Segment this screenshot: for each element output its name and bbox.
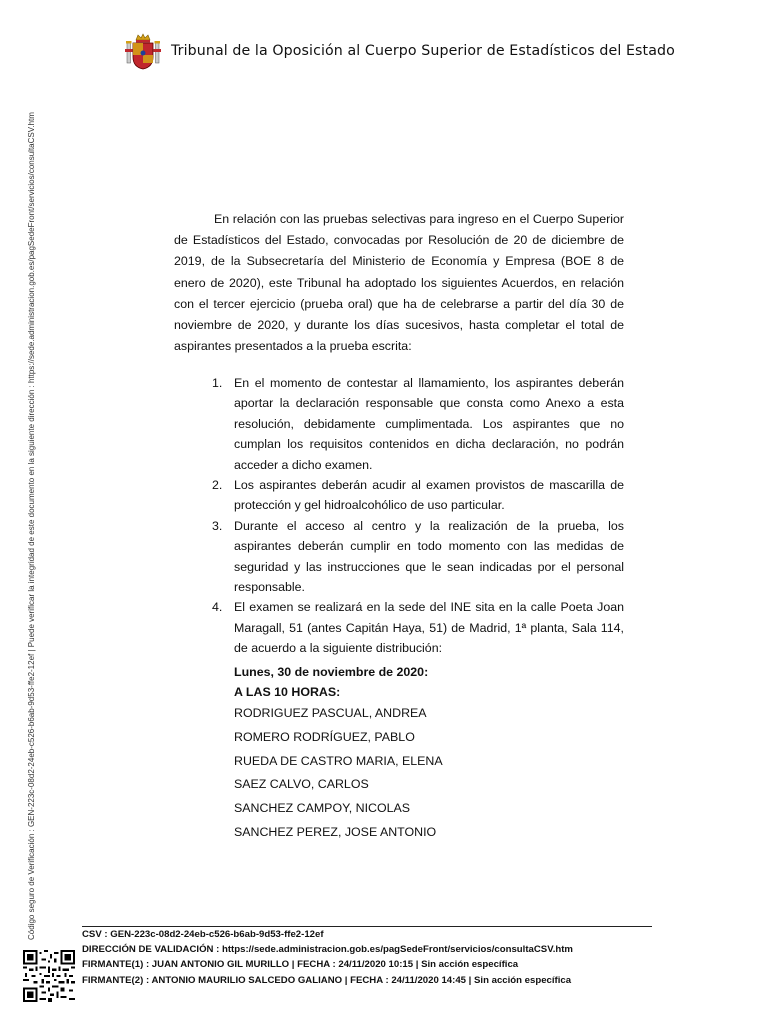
signature-footer: [82, 927, 573, 988]
signer-1: FIRMANTE(1) : JUAN ANTONIO GIL MURILLO | FECHA : 24/11/2020 10:15 | Sin acción específica: [82, 959, 519, 971]
exam-schedule: [234, 662, 443, 845]
candidate-name: ROMERO RODRÍGUEZ, PABLO: [234, 729, 415, 744]
list-item-text: Los aspirantes deberán acudir al examen provistos de mascarilla de protección y gel hidroalcohólico de uso particular.: [234, 478, 624, 513]
qr-code-icon: [23, 950, 75, 1002]
list-item-text: En el momento de contestar al llamamiento, los aspirantes deberán aportar la declaración responsable que consta como Anexo a esta resolución, debidamente cumplimentada. Los aspirantes que no cumplan los requisitos contenidos en dicha declaración, no podrán acceder a dicho examen.: [234, 376, 624, 472]
schedule-day: Lunes, 30 de noviembre de 2020:: [234, 665, 429, 679]
list-item: [212, 516, 624, 598]
validation-address: DIRECCIÓN DE VALIDACIÓN : https://sede.administracion.gob.es/pagSedeFront/servicios/consultaCSV.htm: [82, 944, 573, 956]
candidate-name: SAEZ CALVO, CARLOS: [234, 777, 369, 792]
page-title: Tribunal de la Oposición al Cuerpo Superior de Estadísticos del Estado: [171, 43, 675, 59]
spain-coat-of-arms-icon: [123, 31, 163, 71]
vertical-verification-note: Código seguro de Verificación : GEN-223c-08d2-24eb-c526-b6ab-9d53-ffe2-12ef | Puede verificar la integridad de este documento en la siguiente dirección : https://sede.administracion.gob.es/pagSedeFront/servicios/consultaCSV.htm: [27, 112, 36, 940]
list-item-number: 3.: [212, 518, 223, 533]
list-item-number: 4.: [212, 600, 223, 615]
agreements-list: [212, 373, 624, 659]
intro-paragraph: En relación con las pruebas selectivas para ingreso en el Cuerpo Superior de Estadísticos del Estado, convocadas por Resolución de 20 de diciembre de 2019, de la Subsecretaría del Ministerio de Economía y Empresa (BOE 8 de enero de 2020), este Tribunal ha adoptado los siguientes Acuerdos, en relación con el tercer ejercicio (prueba oral) que ha de celebrarse a partir del día 30 de noviembre de 2020, y durante los días sucesivos, hasta completar el total de aspirantes presentados a la prueba escrita:: [174, 212, 624, 354]
signer-2: FIRMANTE(2) : ANTONIO MAURILIO SALCEDO GALIANO | FECHA : 24/11/2020 14:45 | Sin acción específica: [82, 974, 572, 986]
list-item-text: El examen se realizará en la sede del INE sita en la calle Poeta Joan Maragall, 51 (antes Capitán Haya, 51) de Madrid, 1ª planta, Sala 114, de acuerdo a la siguiente distribución:: [234, 600, 624, 656]
csv-code: CSV : GEN-223c-08d2-24eb-c526-b6ab-9d53-ffe2-12ef: [82, 929, 324, 940]
candidate-name: RODRIGUEZ PASCUAL, ANDREA: [234, 706, 427, 720]
candidate-name: SANCHEZ CAMPOY, NICOLAS: [234, 801, 411, 816]
candidate-name: SANCHEZ PEREZ, JOSE ANTONIO: [234, 824, 437, 839]
candidate-name: RUEDA DE CASTRO MARIA, ELENA: [234, 753, 443, 768]
schedule-time: A LAS 10 HORAS:: [234, 685, 341, 699]
list-item: [212, 373, 624, 475]
list-item: [212, 597, 624, 658]
document-header: [123, 30, 675, 72]
list-item-text: Durante el acceso al centro y la realización de la prueba, los aspirantes deberán cumplir en todo momento con las medidas de seguridad y las instrucciones que le sean indicadas por el personal responsable.: [234, 518, 624, 595]
list-item-number: 2.: [212, 478, 223, 493]
list-item-number: 1.: [212, 376, 223, 390]
list-item: [212, 475, 624, 516]
